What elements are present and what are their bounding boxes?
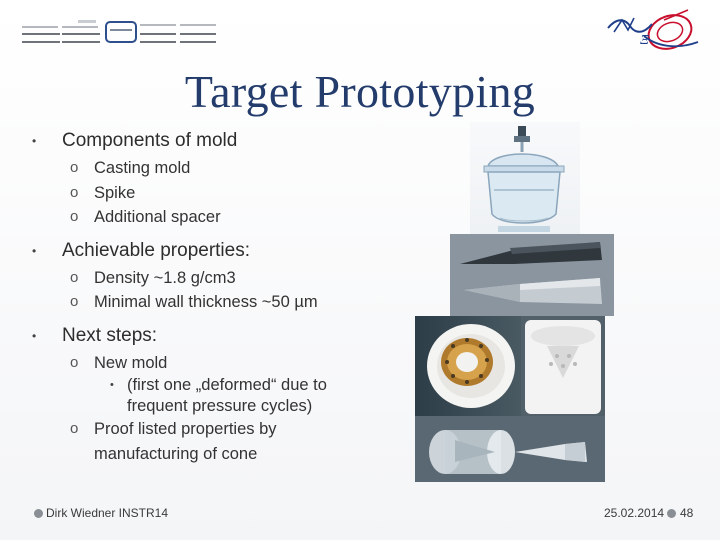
list-item-text: Density ~1.8 g/cm3 <box>94 268 236 287</box>
spacer-photo <box>521 316 605 416</box>
section-heading: Next steps: <box>62 324 158 346</box>
list-item-text: Spike <box>94 183 136 202</box>
sub-list-item-text: (first one „deformed“ due to <box>127 376 327 394</box>
section-properties <box>32 236 422 266</box>
list-item <box>32 205 422 230</box>
sub-list-item <box>32 375 422 396</box>
svg-text:Ξ: Ξ <box>640 33 649 48</box>
hollow-circle-icon: o <box>70 268 79 286</box>
sub-list-item-text: frequent pressure cycles) <box>127 397 313 415</box>
section-next-steps <box>32 321 422 351</box>
list-item <box>32 266 422 291</box>
desiccator-photo <box>470 122 580 240</box>
hollow-circle-icon: o <box>70 353 79 371</box>
list-item-text: manufacturing of cone <box>94 444 258 463</box>
list-item-text: Additional spacer <box>94 208 221 226</box>
list-item-text: New mold <box>94 353 168 372</box>
mini-flow-diagram <box>22 16 218 48</box>
page-number: 48 <box>680 506 694 520</box>
list-item-continuation <box>32 442 422 467</box>
hollow-circle-icon: o <box>70 293 79 310</box>
institute-logo-icon <box>604 6 708 64</box>
slide-title: Target Prototyping <box>184 66 536 117</box>
section-components <box>32 126 422 156</box>
bullet-dot-icon: • <box>32 134 37 148</box>
bullet-list <box>32 126 422 466</box>
bullet-dot-icon: • <box>110 379 114 391</box>
hollow-circle-icon: o <box>70 420 79 437</box>
hollow-circle-icon: o <box>70 208 79 225</box>
footer-dot-icon <box>34 509 43 518</box>
list-item-text: Casting mold <box>94 159 191 177</box>
list-item <box>32 156 422 181</box>
sub-list-item-continuation <box>32 396 422 417</box>
list-item <box>32 351 422 376</box>
casting-mold-photo <box>415 316 521 416</box>
hollow-circle-icon: o <box>70 183 79 201</box>
list-item <box>32 417 422 442</box>
list-item <box>32 290 422 315</box>
list-item <box>32 181 422 206</box>
footer-date: 25.02.2014 <box>604 506 665 520</box>
section-heading: Achievable properties: <box>62 239 250 261</box>
spike-rods-photo <box>450 234 614 316</box>
bullet-dot-icon: • <box>32 328 37 343</box>
bullet-dot-icon: • <box>32 243 37 258</box>
list-item-text: Proof listed properties by <box>94 420 277 438</box>
footer-dot-icon <box>667 509 676 518</box>
list-item-text: Minimal wall thickness ~50 µm <box>94 293 318 311</box>
footer-author: Dirk Wiedner INSTR14 <box>46 506 169 520</box>
cone-samples-photo <box>415 416 605 482</box>
section-heading: Components of mold <box>62 130 238 151</box>
hollow-circle-icon: o <box>70 159 79 176</box>
